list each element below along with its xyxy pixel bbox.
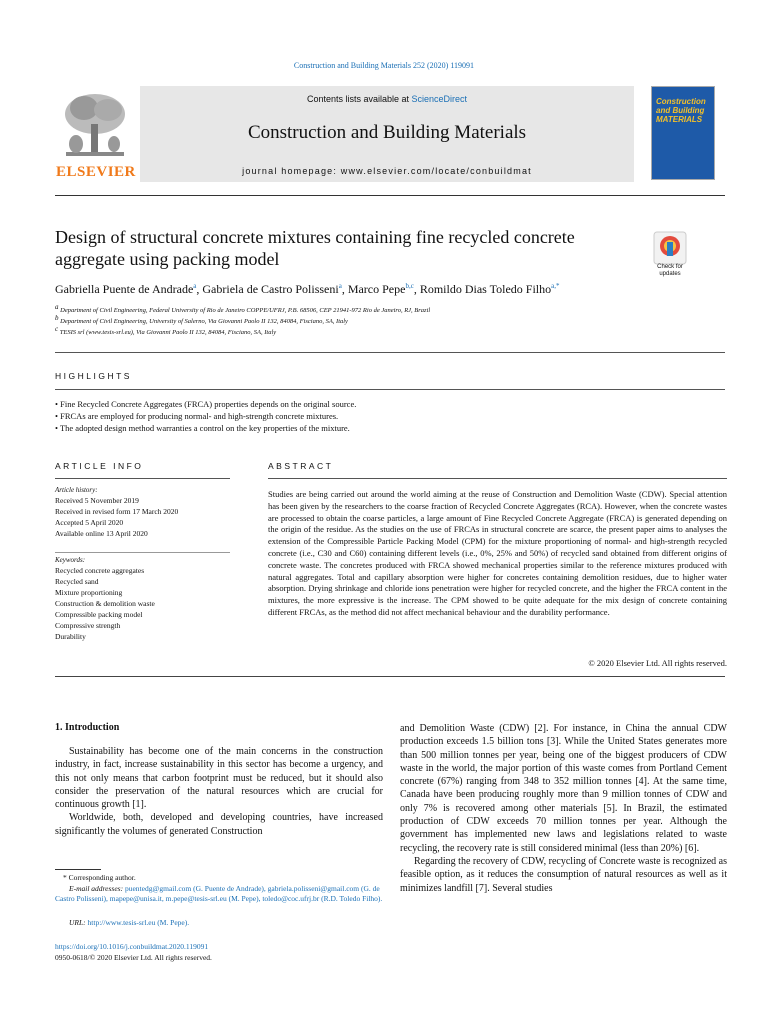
intro-left-column — [55, 745, 383, 838]
keyword: Recycled sand — [55, 577, 99, 586]
paper-title-line-2: aggregate using packing model — [55, 249, 280, 269]
highlight-item: • Fine Recycled Concrete Aggregates (FRCA) properties depends on the original source. — [55, 399, 357, 409]
keywords-divider — [55, 552, 230, 553]
keyword: Mixture proportioning — [55, 588, 123, 597]
abstract-divider — [268, 478, 727, 479]
affiliation-a: $^a$ Department of Civil Engineering, Federal University of Rio de Janeiro COPPE/UFRJ, P.B. 68506, CEP 21941-972 Rio de Janeiro, RJ, Brazil — [55, 303, 431, 315]
author[interactable]: Gabriela de Castro Polisseni$^a$, — [202, 282, 348, 296]
history-item: Received in revised form 17 March 2020 — [55, 507, 179, 516]
history-item: Accepted 5 April 2020 — [55, 518, 124, 527]
paragraph: Sustainability has become one of the main concerns in the construction industry, in fact, increase sustainability in this sector has become a urgency, and this not only means that carbon footprint must be reduced, but it should also consider the preservation of the natural resources which are crucial for continuous growth [1]. — [55, 746, 383, 811]
paragraph: Worldwide, both, developed and developing countries, have increased significantly the volumes of generated Construction — [55, 812, 383, 837]
paper-title — [55, 226, 635, 270]
keyword: Construction & demolition waste — [55, 599, 155, 608]
contents-prefix: Contents lists available at — [306, 94, 412, 104]
publisher-name: ELSEVIER — [56, 164, 136, 180]
header-divider — [55, 195, 725, 196]
author[interactable]: Romildo Dias Toledo Filho$^{a,*}$ — [419, 282, 560, 296]
keyword: Durability — [55, 632, 86, 641]
author-list — [55, 282, 735, 297]
affiliation-c: $^c$ TESIS srl (www.tesis-srl.eu), Via Giovanni Paolo II 132, 84084, Fisciano, SA, Italy — [55, 325, 277, 337]
keywords-label: Keywords: — [55, 556, 86, 564]
article-info-heading: ARTICLE INFO — [55, 461, 144, 471]
journal-cover-image — [651, 86, 715, 180]
issn-line: 0950-0618/© 2020 Elsevier Ltd. All rights reserved. — [55, 953, 212, 962]
paragraph: and Demolition Waste (CDW) [2]. For instance, in China the annual CDW production exceeds 1.5 billion tons [3]. While the United States generates more than 500 million tonnes per year, being one of the biggest producers of CDW waste in the world, the major portion of this waste comes from Portland Cement concrete (67%) ranging from 348 to 352 million tonnes [4]. At the same time, Canada have been producing roughly more than 9 million tonnes of CDW and only 7% is recovered among other materials [5]. In Brazil, the estimated production of CDW exceeds 70 million tonnes per year. Although the government has implemented new laws and legislations related to waste recycling, the recovery rate is still considered minimal (less than 20%) [6]. — [400, 723, 727, 854]
highlights-divider — [55, 389, 725, 390]
section-heading-introduction: 1. Introduction — [55, 722, 120, 733]
affiliation-divider — [55, 352, 725, 353]
paper-title-line-1: Design of structural concrete mixtures containing fine recycled concrete — [55, 227, 575, 247]
url-note: URL: http://www.tesis-srl.eu (M. Pepe). — [69, 918, 190, 927]
history-item: Received 5 November 2019 — [55, 496, 139, 505]
keyword: Compressive strength — [55, 621, 121, 630]
article-history-label: Article history: — [55, 486, 98, 494]
journal-homepage[interactable]: journal homepage: www.elsevier.com/locate/conbuildmat — [242, 166, 532, 176]
cover-title: Construction and Building MATERIALS — [656, 97, 706, 124]
intro-right-column — [400, 722, 727, 895]
crossmark-icon[interactable] — [652, 230, 688, 266]
abstract-bottom-divider — [55, 676, 725, 677]
footnote-divider — [55, 869, 101, 870]
sciencedirect-link[interactable]: ScienceDirect — [411, 94, 468, 104]
highlights-heading: HIGHLIGHTS — [55, 371, 132, 381]
crossmark-label: Check for updates — [657, 264, 683, 277]
keyword: Recycled concrete aggregates — [55, 566, 145, 575]
journal-title: Construction and Building Materials — [247, 122, 527, 143]
doi-link[interactable]: https://doi.org/10.1016/j.conbuildmat.2020.119091 — [55, 942, 209, 951]
abstract-copyright: © 2020 Elsevier Ltd. All rights reserved. — [588, 658, 727, 668]
paragraph: Regarding the recovery of CDW, recycling of Concrete waste is recognized as feasible option, as it reduces the consumption of natural resources as well as it minimizes landfill [7]. Several studies — [400, 855, 727, 894]
author[interactable]: Gabriella Puente de Andrade$^a$, — [55, 282, 203, 296]
keyword: Compressible packing model — [55, 610, 143, 619]
history-item: Available online 13 April 2020 — [55, 529, 148, 538]
contents-line — [140, 94, 634, 104]
journal-citation[interactable]: Construction and Building Materials 252 (2020) 119091 — [293, 61, 475, 70]
email-addresses: E-mail addresses: puentedg@gmail.com (G. Puente de Andrade), gabriela.polisseni@gmail.com (G. de Castro Polisseni), mapepe@unisa.it, m.pepe@tesis-srl.eu (M. Pepe), toledo@coc.ufrj.br (R.D. Toledo Filho). — [55, 884, 383, 903]
article-info-divider — [55, 478, 230, 479]
corresponding-author-note: * Corresponding author. — [63, 873, 136, 882]
affiliation-b: $^b$ Department of Civil Engineering, University of Salerno, Via Giovanni Paolo II 132, 84084, Fisciano, SA, Italy — [55, 314, 348, 326]
highlight-item: • FRCAs are employed for producing normal- and high-strength concrete mixtures. — [55, 411, 339, 421]
abstract-text: Studies are being carried out around the world aiming at the reuse of Construction and Demolition Waste (CDW). Special attention has been given by the researchers to the coarse fraction of Recycled Concrete Aggregates (RCA). However, when the concrete wastes are processed to obtain the coarse particles, a large amount of Fine Recycled Concrete Aggregate (FRCA) is generated depending on the origin of the residue. As the studies on the use of FRCAs in structural concrete are scarce, the present paper aims to analyses the extension of the Compressible Particle Packing Model (CPM) for the mixture proportioning of normal- and high-strength recycled concrete (i.e., C30 and C60) containing different levels (i.e., 0%, 25% and 50%) of recycled sand obtained from different origins of concrete waste. The concretes produced with FRCA showed mechanical properties similar to the reference mixtures produced with natural aggregates. Total and capillary absorption were higher for concretes containing demolition residues, due to higher water absorption. Drying shrinkage and chloride ions penetration were higher for recycled concrete, and the higher the FRCA content in the mixtures, the more expressive is the increase. The CPM showed to be quite adequate for the mix design of concrete containing different FRCAs, as the method did not affect mechanical behaviour and the durability performance. — [268, 489, 727, 617]
author[interactable]: Marco Pepe$^{b,c}$, — [347, 282, 420, 296]
abstract-heading: ABSTRACT — [268, 461, 334, 471]
highlight-item: • The adopted design method warranties a control on the key properties of the mixture. — [55, 423, 350, 433]
